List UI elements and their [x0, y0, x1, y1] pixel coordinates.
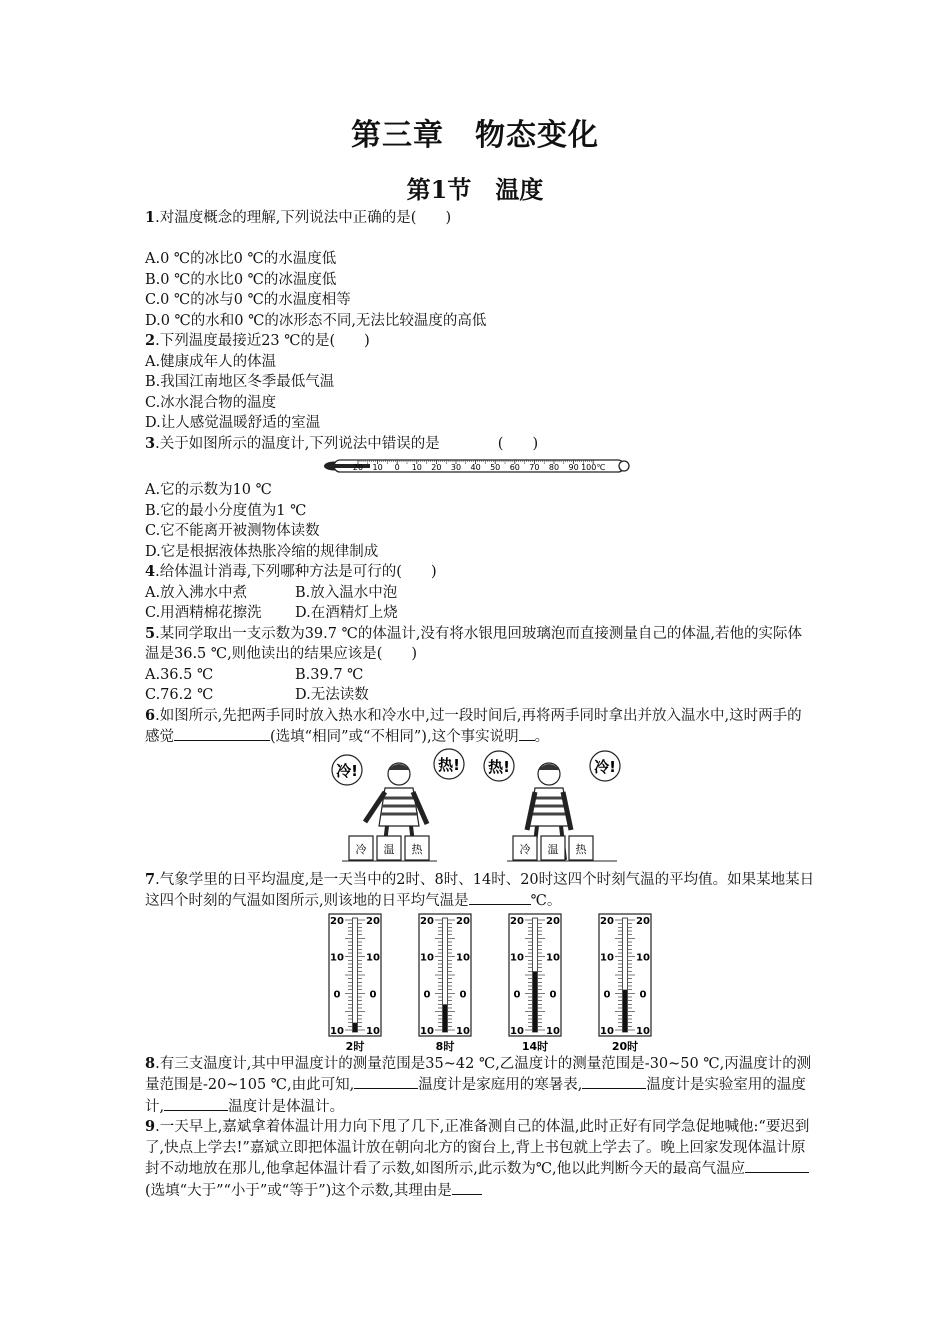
question-5	[145, 624, 815, 665]
scale-label: 10	[420, 1025, 434, 1037]
option-1d: D.0 ℃的水和0 ℃的冰形态不同,无法比较温度的高低	[145, 312, 487, 329]
scale-label: 0	[603, 988, 611, 1000]
scale-label: 10	[510, 1025, 524, 1037]
thermometer-14时	[509, 914, 561, 1053]
option-5d: D.无法读数	[295, 687, 369, 703]
four-thermometers-image	[313, 912, 650, 1054]
answer-blank[interactable]	[582, 1074, 646, 1089]
scale-label: 10	[330, 952, 344, 964]
option-4d: D.在酒精灯上烧	[295, 605, 398, 621]
scale-label: 0	[639, 988, 647, 1000]
scale-label: 20	[636, 915, 650, 927]
question-number: 8	[145, 1054, 156, 1072]
question-number: 6	[145, 706, 156, 724]
scale-label: 70	[529, 463, 540, 472]
question-stem-end: 温度计是体温计。	[228, 1098, 345, 1115]
question-number: 4	[145, 563, 156, 580]
question-3	[145, 434, 815, 455]
options-row-5b	[145, 685, 815, 706]
question-stem: .如图所示,先把两手同时放入热水和冷水中,过一段时间后,再将两手同时拿出并放入温水中,这时两手的感觉	[145, 707, 802, 745]
thermometer-8时	[419, 914, 471, 1053]
option-3c: C.它不能离开被测物体读数	[145, 523, 320, 539]
scale-label: 30	[450, 463, 462, 472]
scale-label: 20	[330, 915, 344, 927]
option-5b: B.39.7 ℃	[295, 666, 364, 683]
time-label: 20时	[611, 1039, 639, 1053]
scale-label: 0	[369, 988, 377, 1000]
question-stem: .有三支温度计,其中甲温度计的测量范围是35~42 ℃,乙温度计的测量范围是-30~50 ℃,丙温度计的测量范围是-20~105 ℃,由此可知,	[145, 1055, 812, 1093]
question-stem-cont: 温度计是家庭用的寒暑表,	[418, 1077, 583, 1093]
boy-hair	[538, 764, 560, 770]
scale-label: 10	[330, 1025, 344, 1037]
bubble-text: 冷!	[594, 757, 616, 776]
cup-label: 冷	[519, 842, 531, 856]
answer-blank[interactable]	[519, 726, 535, 741]
lab-thermometer-figure	[145, 454, 815, 480]
question-number: 2	[145, 332, 156, 349]
question-stem: .某同学取出一支示数为39.7 ℃的体温计,没有将水银甩回玻璃泡而直接测量自己的体温,若他的实际体温是36.5 ℃,则他读出的结果应该是( )	[145, 625, 803, 662]
option-4c: C.用酒精棉花擦洗	[145, 605, 262, 621]
scale-label: 10	[456, 952, 470, 964]
scale-label: 20	[431, 463, 442, 472]
option-2b: B.我国江南地区冬季最低气温	[145, 374, 335, 390]
cup-label: 热	[575, 842, 587, 856]
question-1	[145, 208, 815, 229]
question-list	[145, 208, 815, 1201]
thermometer-2时	[329, 914, 381, 1053]
option-1b: B.0 ℃的水比0 ℃的冰温度低	[145, 271, 337, 288]
options-row-4b	[145, 603, 815, 624]
question-stem-end: ℃。	[530, 893, 562, 909]
question-stem-cont: 温度计是实验室用的温度计,	[145, 1077, 806, 1115]
bubble-text: 热!	[488, 757, 510, 776]
question-9	[145, 1117, 815, 1201]
question-number: 7	[145, 870, 156, 888]
option-5a: A.36.5 ℃	[145, 666, 214, 683]
question-2	[145, 331, 815, 352]
section-title: 第1节 温度	[406, 175, 544, 204]
answer-blank[interactable]	[354, 1074, 418, 1089]
scale-label: 100℃	[581, 463, 606, 472]
question-stem: .下列温度最接近23 ℃的是( )	[155, 333, 370, 349]
scale-label: 60	[509, 463, 520, 472]
scale-label: 20	[366, 915, 380, 927]
scale-label: 20	[510, 915, 524, 927]
option-3b: B.它的最小分度值为1 ℃	[145, 502, 307, 519]
scale-label: 10	[366, 1025, 380, 1037]
chapter-title: 第三章 物态变化	[351, 118, 599, 153]
scale-label: 20	[352, 463, 364, 472]
scale-label: 0	[423, 988, 431, 1000]
right-scene	[484, 751, 620, 861]
scale-label: 20	[600, 915, 614, 927]
scale-label: 40	[470, 463, 481, 472]
scale-label: 0	[333, 988, 341, 1000]
scale-label: 10	[600, 952, 614, 964]
four-thermometers-figure	[145, 912, 815, 1054]
scale-label: 10	[510, 952, 524, 964]
scale-label: 20	[546, 915, 560, 927]
question-8	[145, 1054, 815, 1118]
scale-label: 50	[490, 463, 501, 472]
question-stem: .对温度概念的理解,下列说法中正确的是( )	[155, 210, 452, 226]
option-3a: A.它的示数为10 ℃	[145, 482, 272, 498]
bubble-text: 热!	[438, 755, 460, 774]
scale-label: 10	[546, 1025, 560, 1037]
scale-label: 10	[420, 952, 434, 964]
hands-experiment-image	[327, 748, 627, 870]
thermometer-20时	[599, 914, 651, 1053]
question-stem: .气象学里的日平均温度,是一天当中的2时、8时、14时、20时这四个时刻气温的平均值。如果某地某日这四个时刻的气温如图所示,则该地的日平均气温是	[145, 871, 815, 909]
option-1a: A.0 ℃的冰比0 ℃的水温度低	[145, 251, 337, 267]
question-number: 1	[145, 209, 156, 226]
option-3d: D.它是根据液体热胀冷缩的规律制成	[145, 543, 379, 560]
answer-blank[interactable]	[745, 1158, 809, 1173]
question-stem: .一天早上,嘉斌拿着体温计用力向下甩了几下,正准备测自己的体温,此时正好有同学急促地喊他:“要迟到了,快点上学去!”嘉斌立即把体温计放在朝向北方的窗台上,背上书包就上学去了。晚上回家发现体温计原封不动地放在那儿,他拿起体温计看了示数,如图所示,此示数为℃,他以此判断今天的最高气温应	[145, 1119, 810, 1177]
scale-label: 0	[513, 988, 521, 1000]
lab-thermometer-image	[320, 454, 640, 480]
option-2a: A.健康成年人的体温	[145, 353, 277, 370]
scale-label: 10	[600, 1025, 614, 1037]
time-label: 14时	[521, 1039, 549, 1053]
scale-label: 10	[546, 952, 560, 964]
cup-label: 热	[411, 842, 423, 856]
option-1c: C.0 ℃的冰与0 ℃的水温度相等	[145, 292, 351, 308]
question-stem: .给体温计消毒,下列哪种方法是可行的( )	[155, 564, 437, 580]
option-2c: C.冰水混合物的温度	[145, 394, 277, 411]
scale-label: 0	[459, 988, 467, 1000]
question-7	[145, 870, 815, 912]
scale-label: 10	[456, 1025, 470, 1037]
question-number: 3	[145, 434, 156, 452]
time-label: 8时	[435, 1039, 455, 1053]
question-stem: .关于如图所示的温度计,下列说法中错误的是 ( )	[155, 435, 539, 452]
scale-label: 10	[636, 952, 650, 964]
thermometer-hook	[619, 461, 629, 471]
question-number: 9	[145, 1118, 156, 1135]
cup-label: 冷	[355, 842, 367, 856]
thermometer-liquid	[353, 1022, 357, 1031]
thermometer-liquid	[623, 989, 627, 1031]
thermometer-liquid	[533, 971, 537, 1032]
scale-label: 20	[456, 915, 470, 927]
boy-hair	[388, 764, 410, 770]
scale-label: 80	[548, 463, 560, 472]
scale-label: 20	[420, 915, 434, 927]
bubble-text: 冷!	[336, 761, 358, 780]
scale-label: 0	[394, 463, 400, 472]
option-4a: A.放入沸水中煮	[145, 584, 248, 601]
hands-experiment-figure	[145, 748, 815, 870]
options-row-4a	[145, 583, 815, 604]
answer-blank[interactable]	[469, 890, 531, 905]
option-2d: D.让人感觉温暖舒适的室温	[145, 415, 321, 431]
cup-label: 温	[383, 842, 395, 856]
time-label: 2时	[345, 1039, 365, 1053]
thermometer-tube	[353, 918, 358, 1032]
answer-blank[interactable]	[174, 726, 270, 741]
scale-label: 90	[568, 463, 579, 472]
option-4b: B.放入温水中泡	[295, 584, 398, 601]
question-stem-end: 。	[534, 729, 550, 745]
cup-label: 温	[547, 842, 559, 856]
answer-blank[interactable]	[452, 1180, 482, 1195]
option-5c: C.76.2 ℃	[145, 687, 214, 703]
question-stem-cont: (选填“大于”“小于”或“等于”)这个示数,其理由是	[145, 1182, 452, 1199]
thermometer-liquid	[443, 1004, 447, 1032]
scale-label: 10	[372, 463, 383, 472]
question-stem-cont: (选填“相同”或“不相同”),这个事实说明	[270, 729, 519, 745]
scale-label: 10	[636, 1025, 650, 1037]
question-number: 5	[145, 624, 156, 642]
question-6	[145, 706, 815, 748]
question-4	[145, 562, 815, 583]
left-scene	[332, 749, 464, 861]
scale-label: 0	[549, 988, 557, 1000]
scale-label: 10	[366, 952, 380, 964]
answer-blank[interactable]	[164, 1096, 228, 1111]
scale-label: 10	[411, 463, 422, 472]
options-row-5a	[145, 665, 815, 686]
